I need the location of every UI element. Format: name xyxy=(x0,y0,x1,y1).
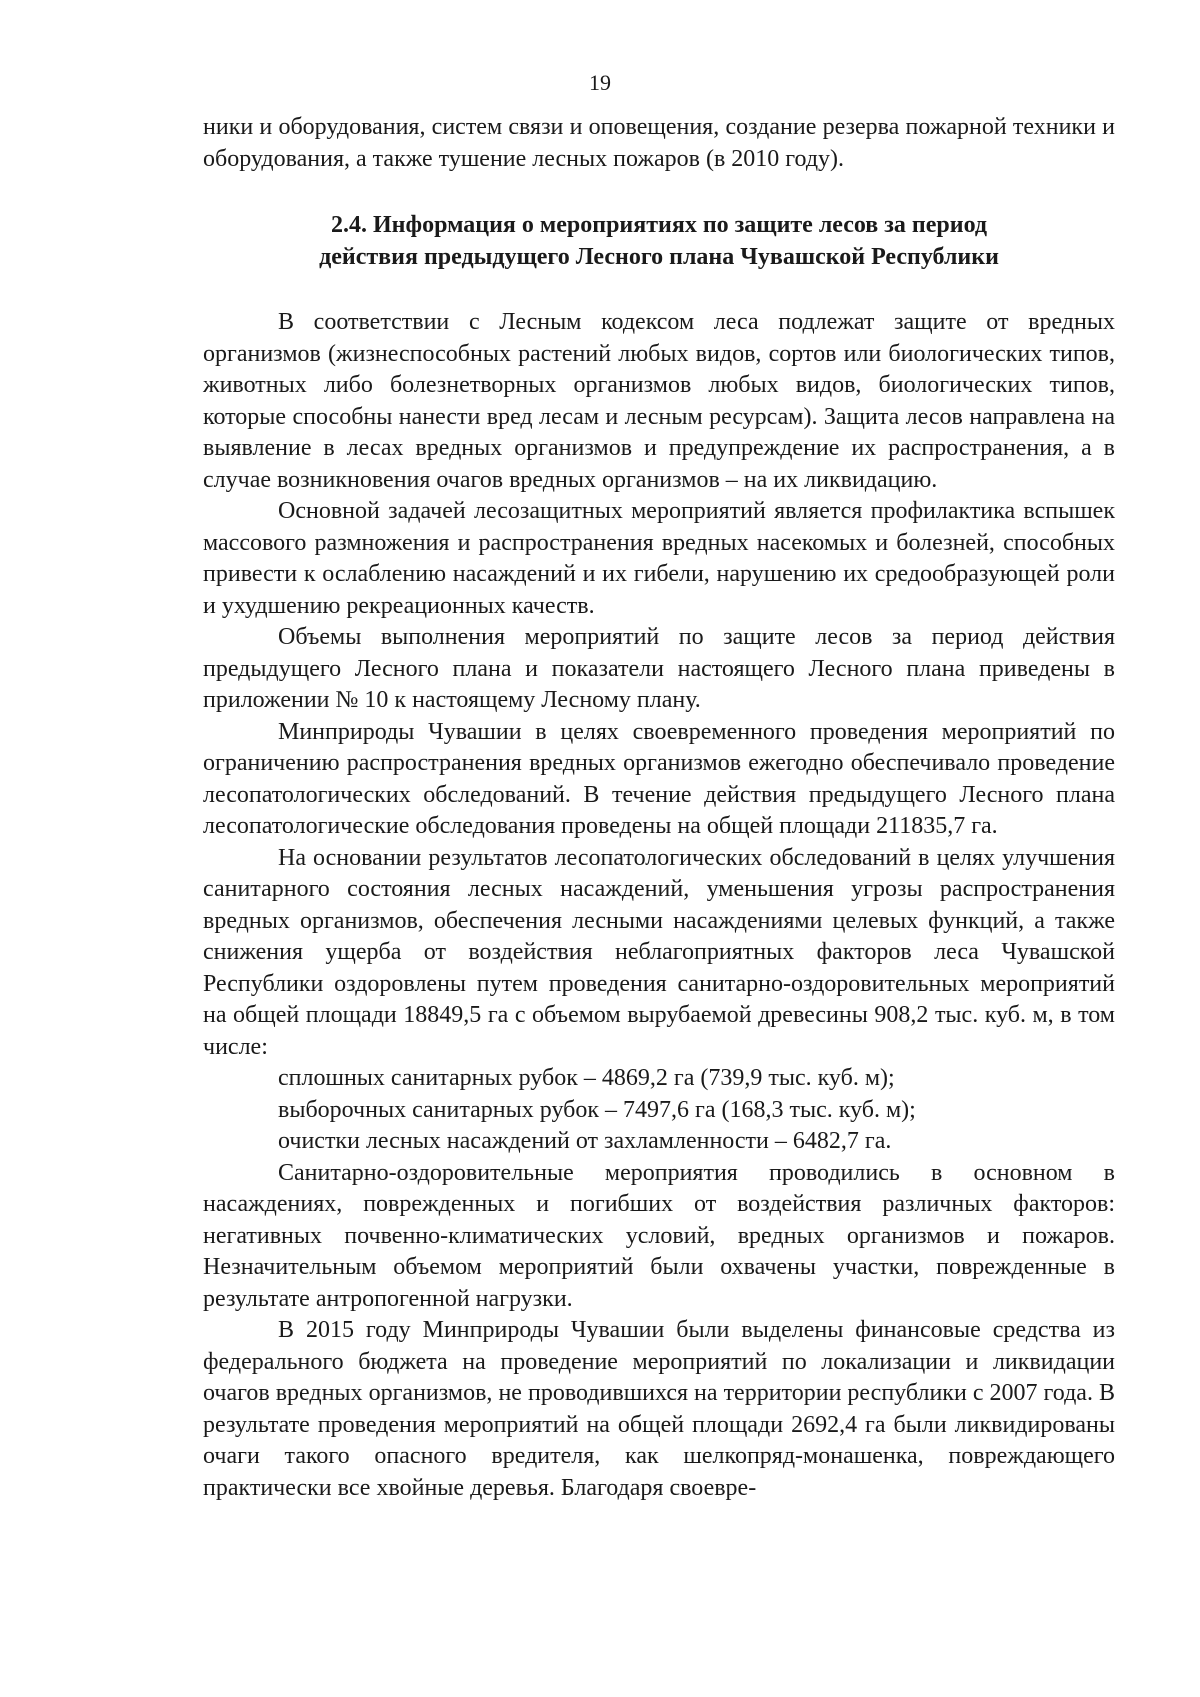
list-item: выборочных санитарных рубок – 7497,6 га (168,3 тыс. куб. м); xyxy=(278,1096,916,1123)
paragraph: В соответствии с Лесным кодексом леса подлежат защите от вредных организмов (жизнеспособных растений любых видов, сортов или биологических типов, животных либо болезнетворных организмов любых видов, биологических типов, которые способны нанести вред лесам и лесным ресурсам). Защита лесов направлена на выявление в лесах вредных организмов и предупреждение их распространения, а в случае возникновения очагов вредных организмов – на их ликвидацию. xyxy=(203,309,1115,493)
paragraph: Основной задачей лесозащитных мероприятий является профилактика вспышек массового размножения и распространения вредных насекомых и болезней, способных привести к ослаблению насаждений и их гибели, нарушению их средообразующей роли и ухудшению рекреационных качеств. xyxy=(203,498,1115,619)
paragraph: Санитарно-оздоровительные мероприятия проводились в основном в насаждениях, поврежденных и погибших от воздействия различных факторов: негативных почвенно-климатических условий, вредных организмов и пожаров. Незначительным объемом мероприятий были охвачены участки, поврежденные в результате антропогенной нагрузки. xyxy=(203,1159,1115,1312)
section-heading-line-2: действия предыдущего Лесного плана Чувашской Республики xyxy=(319,244,999,270)
paragraph: На основании результатов лесопатологических обследований в целях улучшения санитарного состояния лесных насаждений, уменьшения угрозы распространения вредных организмов, обеспечения лесными насаждениями целевых функций, а также снижения ущерба от воздействия неблагоприятных факторов леса Чувашской Республики оздоровлены путем проведения санитарно-оздоровительных мероприятий на общей площади 18849,5 га с объемом вырубаемой древесины 908,2 тыс. куб. м, в том числе: xyxy=(203,844,1115,1060)
paragraph: В 2015 году Минприроды Чувашии были выделены финансовые средства из федерального бюджета на проведение мероприятий по локализации и ликвидации очагов вредных организмов, не проводившихся на территории республики с 2007 года. В результате проведения мероприятий на общей площади 2692,4 га были ликвидированы очаги такого опасного вредителя, как шелкопряд-монашенка, повреждающего практически все хвойные деревья. Благодаря своевре- xyxy=(203,1317,1115,1501)
section-heading-line-1: 2.4. Информация о мероприятиях по защите лесов за период xyxy=(330,212,988,238)
intro-paragraph: ники и оборудования, систем связи и оповещения, создание резерва пожарной техники и оборудования, а также тушение лесных пожаров (в 2010 году). xyxy=(203,114,1115,172)
list-item: очистки лесных насаждений от захламленности – 6482,7 га. xyxy=(278,1128,892,1154)
section-heading xyxy=(203,209,1115,273)
list-item: сплошных санитарных рубок – 4869,2 га (739,9 тыс. куб. м); xyxy=(278,1065,895,1091)
paragraph: Объемы выполнения мероприятий по защите лесов за период действия предыдущего Лесного плана и показатели настоящего Лесного плана приведены в приложении № 10 к настоящему Лесному плану. xyxy=(203,624,1115,713)
paragraph: Минприроды Чувашии в целях своевременного проведения мероприятий по ограничению распространения вредных организмов ежегодно обеспечивало проведение лесопатологических обследований. В течение действия предыдущего Лесного плана лесопатологические обследования проведены на общей площади 211835,7 га. xyxy=(203,718,1115,839)
page-number: 19 xyxy=(589,70,611,95)
page-content xyxy=(203,112,1115,1504)
